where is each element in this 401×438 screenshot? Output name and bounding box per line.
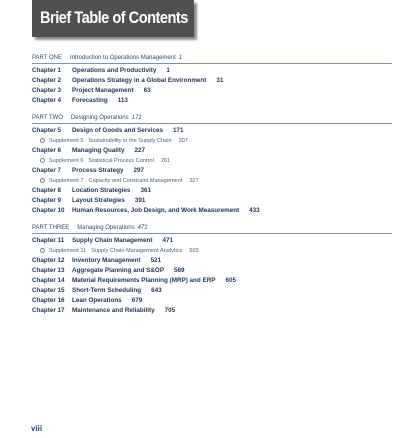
chapter-title: Inventory Management — [72, 257, 141, 264]
chapter-entry — [32, 256, 392, 266]
part-heading — [32, 114, 392, 124]
chapter-title: Short-Term Scheduling — [72, 287, 142, 294]
circle-bullet-icon — [40, 178, 45, 183]
supplement-entry — [32, 176, 392, 186]
chapter-entry — [32, 236, 392, 246]
part-label: PART TWO — [32, 115, 63, 121]
toc-part — [32, 54, 392, 106]
circle-bullet-icon — [40, 138, 45, 143]
chapter-page-number: 171 — [172, 127, 184, 134]
part-page-number: 171 — [131, 115, 142, 121]
part-title: Introduction to Operations Management — [70, 55, 176, 61]
chapter-entry — [32, 86, 392, 96]
chapter-page-number: 521 — [150, 257, 162, 264]
supplement-page-number: 327 — [189, 178, 199, 184]
chapter-page-number: 643 — [151, 287, 162, 294]
chapter-number: Chapter 4 — [32, 97, 62, 104]
chapter-title: Project Management — [72, 87, 134, 94]
chapter-entry — [32, 66, 392, 76]
supplement-title: Supply Chain Management Analytics — [91, 248, 183, 254]
chapter-page-number: 297 — [133, 167, 144, 174]
chapter-page-number: 361 — [140, 187, 151, 194]
chapter-title: Material Requirements Planning (MRP) and ERP — [72, 277, 216, 284]
chapter-title: Operations and Productivity — [72, 67, 157, 74]
supplement-page-number: 207 — [178, 138, 188, 144]
chapter-page-number: 705 — [164, 307, 176, 314]
chapter-number: Chapter 12 — [32, 257, 65, 264]
toc-part — [32, 114, 392, 216]
title-banner — [32, 0, 194, 37]
part-title: Designing Operations — [70, 115, 129, 121]
supplement-entry — [32, 246, 392, 256]
chapter-number: Chapter 11 — [32, 237, 65, 244]
chapter-page-number: 63 — [143, 87, 151, 94]
chapter-number: Chapter 3 — [32, 87, 62, 94]
chapter-title: Layout Strategies — [72, 197, 125, 204]
chapter-title: Aggregate Planning and S&OP — [72, 267, 165, 274]
chapter-page-number: 433 — [249, 207, 260, 214]
supplement-title: Sustainability in the Supply Chain — [88, 138, 172, 144]
chapter-entry — [32, 276, 392, 286]
toc-part — [32, 224, 392, 316]
supplement-page-number: 261 — [160, 158, 171, 164]
part-page-number: 1 — [178, 55, 183, 61]
chapter-number: Chapter 15 — [32, 287, 65, 294]
chapter-title: Human Resources, Job Design, and Work Measurement — [72, 207, 240, 214]
supplement-entry — [32, 156, 392, 166]
chapter-title: Supply Chain Management — [72, 237, 153, 244]
chapter-number: Chapter 7 — [32, 167, 62, 174]
chapter-page-number: 569 — [174, 267, 185, 274]
chapter-entry — [32, 196, 392, 206]
chapter-page-number: 679 — [131, 297, 143, 304]
supplement-title: Capacity and Constraint Management — [88, 178, 183, 184]
chapter-number: Chapter 5 — [32, 127, 62, 134]
circle-bullet-icon — [40, 248, 45, 253]
chapter-title: Process Strategy — [72, 167, 124, 174]
chapter-entry — [32, 206, 392, 216]
circle-bullet-icon — [40, 158, 45, 163]
chapter-entry — [32, 96, 392, 106]
chapter-entry — [32, 166, 392, 176]
part-label: PART ONE — [32, 55, 63, 61]
chapter-title: Operations Strategy in a Global Environment — [72, 77, 207, 84]
chapter-title: Forecasting — [72, 97, 108, 104]
chapter-number: Chapter 10 — [32, 207, 65, 214]
chapter-number: Chapter 2 — [32, 77, 62, 84]
chapter-title: Maintenance and Reliability — [72, 307, 155, 314]
chapter-entry — [32, 266, 392, 276]
table-of-contents — [32, 54, 392, 324]
chapter-entry — [32, 146, 392, 156]
supplement-number: Supplement 5 — [49, 138, 84, 144]
supplement-number: Supplement 7 — [49, 178, 84, 184]
chapter-entry — [32, 286, 392, 296]
part-label: PART THREE — [32, 225, 70, 231]
chapter-number: Chapter 14 — [32, 277, 65, 284]
chapter-page-number: 391 — [134, 197, 146, 204]
chapter-entry — [32, 186, 392, 196]
chapter-number: Chapter 16 — [32, 297, 65, 304]
page-title: Brief Table of Contents — [40, 8, 188, 27]
chapter-page-number: 113 — [117, 97, 128, 104]
part-heading — [32, 224, 392, 234]
chapter-number: Chapter 8 — [32, 187, 62, 194]
chapter-title: Design of Goods and Services — [72, 127, 163, 134]
chapter-entry — [32, 126, 392, 136]
chapter-title: Managing Quality — [72, 147, 125, 154]
chapter-number: Chapter 13 — [32, 267, 65, 274]
chapter-entry — [32, 296, 392, 306]
supplement-title: Statistical Process Control — [88, 158, 154, 164]
chapter-number: Chapter 1 — [32, 67, 62, 74]
chapter-page-number: 1 — [166, 67, 170, 74]
part-page-number: 471 — [137, 225, 148, 231]
chapter-number: Chapter 17 — [32, 307, 65, 314]
part-heading — [32, 54, 392, 64]
page-number: viii — [31, 424, 43, 433]
chapter-entry — [32, 76, 392, 86]
part-title: Managing Operations — [77, 225, 135, 231]
chapter-title: Location Strategies — [72, 187, 131, 194]
chapter-number: Chapter 9 — [32, 197, 62, 204]
chapter-page-number: 31 — [216, 77, 224, 84]
chapter-page-number: 227 — [134, 147, 145, 154]
chapter-entry — [32, 306, 392, 316]
supplement-number: Supplement 6 — [49, 158, 84, 164]
chapter-title: Lean Operations — [72, 297, 122, 304]
chapter-page-number: 605 — [225, 277, 236, 284]
supplement-entry — [32, 136, 392, 146]
chapter-page-number: 471 — [162, 237, 173, 244]
supplement-page-number: 503 — [189, 248, 199, 254]
supplement-number: Supplement 11 — [49, 248, 87, 254]
chapter-number: Chapter 6 — [32, 147, 62, 154]
